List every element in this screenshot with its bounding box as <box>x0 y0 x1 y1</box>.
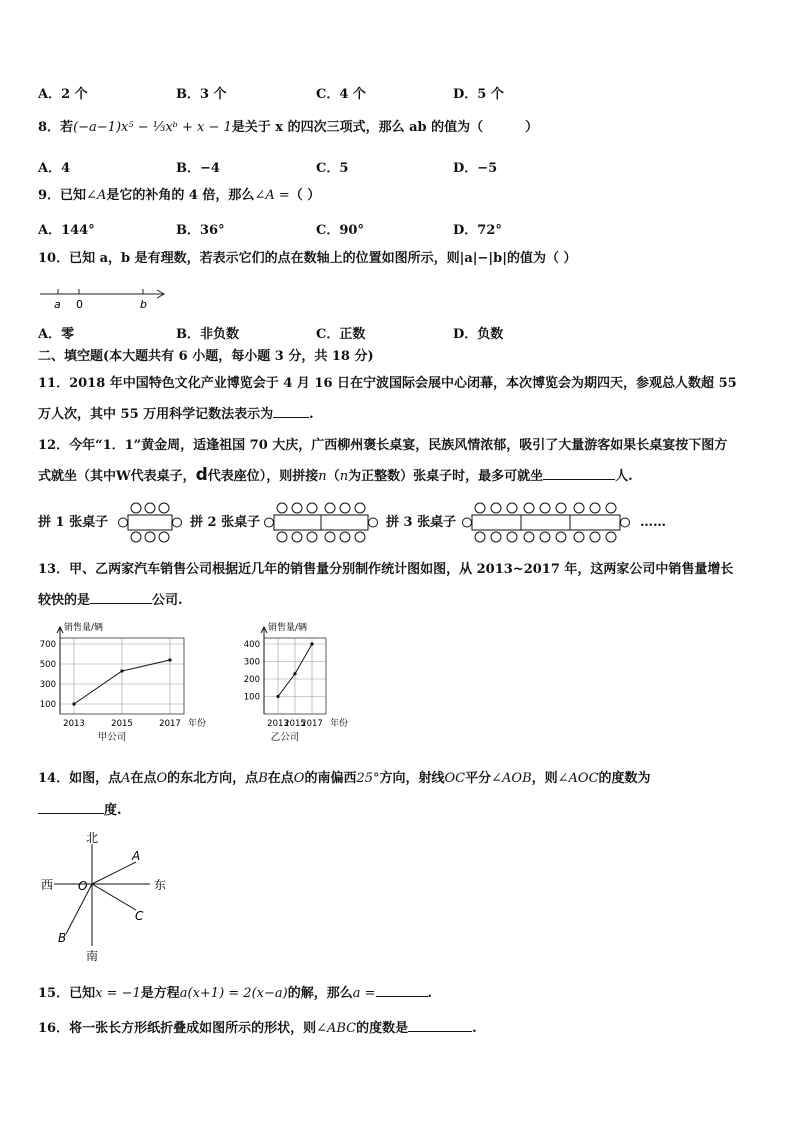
q9-option-a: A．144° <box>38 223 95 238</box>
chart-yi <box>232 618 392 758</box>
compass-point-b: B <box>58 931 67 945</box>
q14-point-o: O <box>156 771 168 786</box>
compass-south: 南 <box>86 949 99 963</box>
q11-line2 <box>38 405 314 424</box>
table-label-2: 拼 2 张桌子 <box>190 515 261 530</box>
yi-ytick-label: 300 <box>243 657 260 668</box>
q12-text-c: 代表座位），则拼接 <box>207 469 319 484</box>
q14-angle-aoc: ∠AOC <box>557 771 599 786</box>
q10-option-b: B．非负数 <box>176 327 239 342</box>
yi-xtick-label: 2013 <box>267 719 289 729</box>
q8-expression: (−a−1)x⁵ − ⅓xᵇ + x − 1 <box>73 120 232 135</box>
q14-point-o2: O <box>293 771 305 786</box>
yi-ytick-label: 200 <box>243 675 260 685</box>
chart-jia <box>28 618 218 758</box>
question-15 <box>38 984 432 1003</box>
jia-data-point <box>72 702 75 705</box>
q9-angle2: ∠A = <box>254 188 290 203</box>
yi-title: 乙公司 <box>270 732 300 743</box>
q9-option-b: B．36° <box>176 223 225 238</box>
q15-end: . <box>427 986 433 1001</box>
q7-option-c: C．4 个 <box>316 87 366 102</box>
q14-text-e: 的南偏西 <box>304 771 357 786</box>
jia-data-point <box>120 669 123 672</box>
jia-title: 甲公司 <box>97 732 127 743</box>
q7-option-d: D．5 个 <box>453 87 504 102</box>
yi-xtick-label: 2017 <box>301 719 323 729</box>
q10-option-d: D．负数 <box>453 327 504 342</box>
q10-option-a: A．零 <box>38 327 75 342</box>
q15-equation: a(x+1) = 2(x−a) <box>179 986 288 1001</box>
q12-n: n <box>318 469 327 484</box>
number-line <box>38 284 173 314</box>
q14-text-a: 14．如图，点 <box>38 771 122 786</box>
table-ellipsis: …… <box>640 515 666 530</box>
table-group-2 <box>265 503 378 542</box>
q14-text-f: 方向，射线 <box>379 771 445 786</box>
q15-blank <box>376 984 428 997</box>
q14-end: 度. <box>104 803 122 818</box>
compass-point-c: C <box>135 909 144 923</box>
q14-text-d: 在点 <box>267 771 294 786</box>
yi-ytick-label: 100 <box>243 692 260 703</box>
q14-text-i: 的度数为 <box>598 771 651 786</box>
q9-text-a: 9．已知 <box>38 188 87 203</box>
q13-line2 <box>38 591 183 610</box>
question-10: 10．已知 a，b 是有理数，若表示它们的点在数轴上的位置如图所示，则|a|−|b|的值为（ ） <box>38 251 577 266</box>
q12-line2 <box>38 466 633 486</box>
q16-end: . <box>472 1021 477 1036</box>
number-line-zero: 0 <box>76 298 83 311</box>
q8-number: 8． <box>38 120 61 135</box>
q15-variable: a = <box>352 986 376 1001</box>
q14-point-b: B <box>258 771 268 786</box>
q14-degree: 25° <box>356 771 380 786</box>
q14-text-b: 在点 <box>130 771 157 786</box>
section-2-heading: 二、填空题(本大题共有 6 小题，每小题 3 分，共 18 分) <box>38 349 374 364</box>
q11-blank <box>273 405 309 418</box>
jia-xtick-label: 2013 <box>63 719 85 729</box>
q11-text: 万人次，其中 55 万用科学记数法表示为 <box>38 407 274 422</box>
q15-condition: x = −1 <box>95 986 141 1001</box>
q13-end: 公司. <box>152 593 183 608</box>
question-16 <box>38 1019 477 1038</box>
q9-text-b: 是它的补角的 4 倍，那么 <box>106 188 255 203</box>
table-group-3 <box>463 503 630 542</box>
q9-option-d: D．72° <box>453 223 502 238</box>
q13-text: 较快的是 <box>38 593 91 608</box>
yi-xtick-label: 2015 <box>284 719 306 729</box>
q14-text-c: 的东北方向，点 <box>167 771 259 786</box>
q8-option-d: D．−5 <box>453 161 498 176</box>
q8-option-a: A．4 <box>38 161 71 176</box>
jia-ytick-label: 700 <box>39 640 56 650</box>
compass-figure <box>38 830 188 965</box>
jia-ytick-label: 500 <box>39 660 56 670</box>
question-9 <box>38 187 320 205</box>
compass-west: 西 <box>41 878 54 892</box>
yi-xlabel: 年份 <box>330 719 349 729</box>
compass-east: 东 <box>154 878 167 892</box>
q9-option-c: C．90° <box>316 223 364 238</box>
q9-text-c: （ ） <box>289 188 321 203</box>
compass-origin: O <box>78 879 88 893</box>
jia-xtick-label: 2017 <box>159 719 181 729</box>
q14-text-h: ，则 <box>531 771 558 786</box>
q8-close: ） <box>525 120 539 135</box>
q12-seat-symbol: d <box>195 465 208 485</box>
q12-text-d: （ <box>326 469 340 484</box>
number-line-b: b <box>140 298 147 311</box>
yi-data-point <box>276 695 279 698</box>
q9-angle: ∠A <box>86 188 107 203</box>
jia-ytick-label: 100 <box>39 700 56 710</box>
q7-option-a: A．2 个 <box>38 87 88 102</box>
q13-line1: 13．甲、乙两家汽车销售公司根据近几年的销售量分别制作统计图如图，从 2013~2017 年，这两家公司中销售量增长 <box>38 562 734 577</box>
q14-angle-aob: ∠AOB <box>491 771 532 786</box>
q16-text-a: 16．将一张长方形纸折叠成如图所示的形状，则 <box>38 1021 317 1036</box>
compass-north: 北 <box>86 831 99 845</box>
q15-text-c: 的解，那么 <box>287 986 353 1001</box>
table-label-3: 拼 3 张桌子 <box>386 515 457 530</box>
jia-xlabel: 年份 <box>188 719 207 729</box>
q16-text-b: 的度数是 <box>356 1021 409 1036</box>
jia-data-point <box>168 658 171 661</box>
q16-blank <box>408 1019 472 1032</box>
q14-blank <box>38 801 104 814</box>
q12-text-a: 式就坐（其中W代表桌子， <box>38 469 196 484</box>
q10-option-c: C．正数 <box>316 327 366 342</box>
q12-n2: n <box>339 469 349 484</box>
q14-line2 <box>38 801 122 820</box>
jia-ytick-label: 300 <box>39 680 56 690</box>
table-group-1 <box>119 503 182 542</box>
table-label-1: 拼 1 张桌子 <box>38 515 109 530</box>
q13-blank <box>90 591 152 604</box>
yi-ylabel: 销售量/辆 <box>268 623 308 633</box>
yi-ytick-label: 400 <box>243 640 260 650</box>
yi-data-point <box>293 672 296 675</box>
jia-ylabel: 销售量/辆 <box>64 623 104 633</box>
q12-line1: 12．今年“1．1”黄金周，适逢祖国 70 大庆，广西柳州褒长桌宴，民族风情浓郁，吸引了大量游客如果长桌宴按下图方 <box>38 438 728 453</box>
q8-option-b: B．−4 <box>176 161 220 176</box>
compass-point-a: A <box>132 849 141 863</box>
q15-text-b: 是方程 <box>140 986 180 1001</box>
q11-end: . <box>309 407 314 422</box>
q12-blank <box>543 467 615 480</box>
jia-xtick-label: 2015 <box>111 719 133 729</box>
question-8 <box>38 119 538 137</box>
q7-option-b: B．3 个 <box>176 87 227 102</box>
q8-lead: 若 <box>60 120 74 135</box>
q8-tail: 是关于 x 的四次三项式，那么 ab 的值为（ <box>231 120 484 135</box>
q14-ray-oc: OC <box>444 771 466 786</box>
q11-line1: 11．2018 年中国特色文化产业博览会于 4 月 16 日在宁波国际会展中心闭幕，本次博览会为期四天，参观总人数超 55 <box>38 376 737 391</box>
tables-figure <box>110 498 640 548</box>
q12-text-e: 为正整数）张桌子时，最多可就坐 <box>348 469 544 484</box>
yi-data-point <box>310 642 313 645</box>
q16-angle: ∠ABC <box>316 1021 357 1036</box>
q14-line1 <box>38 770 651 788</box>
q14-point-a: A <box>121 771 131 786</box>
q8-option-c: C．5 <box>316 161 349 176</box>
q14-text-g: 平分 <box>465 771 492 786</box>
number-line-a: a <box>54 298 61 311</box>
q12-end: 人. <box>615 469 633 484</box>
q15-text-a: 15．已知 <box>38 986 96 1001</box>
